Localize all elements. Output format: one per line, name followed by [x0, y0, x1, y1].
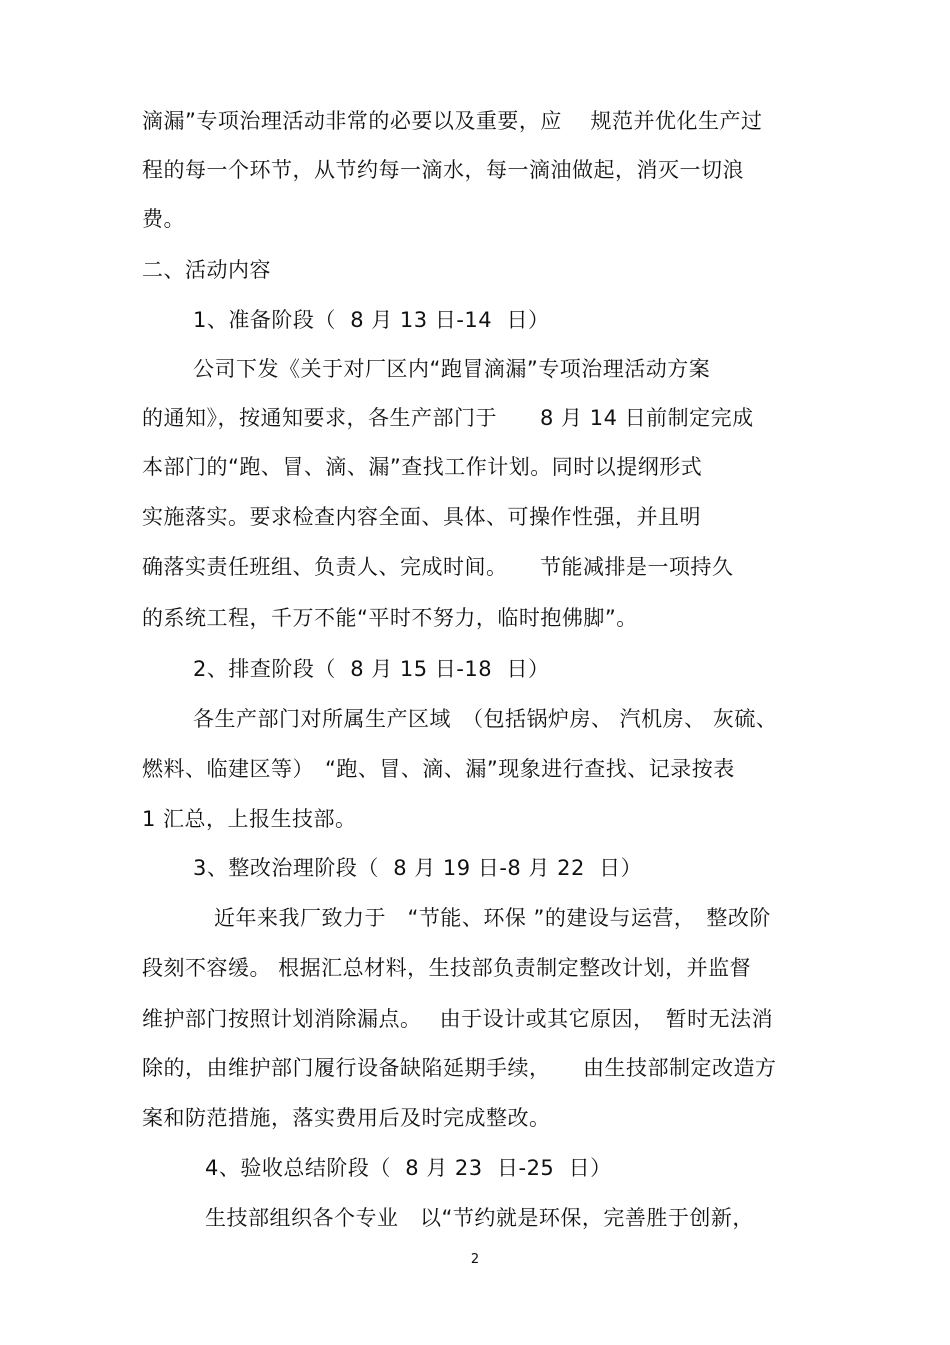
paragraph-line: 段刻不容缓。 根据汇总材料，生技部负责制定整改计划，并监督	[142, 956, 752, 980]
paragraph-line: 近年来我厂致力于 “节能、环保 ”的建设与运营， 整改阶	[214, 906, 771, 930]
paragraph-line: 费。	[142, 207, 185, 231]
paragraph-line: 滴漏”专项治理活动非常的必要以及重要，应 规范并优化生产过	[142, 109, 763, 133]
section-heading: 二、活动内容	[142, 258, 271, 282]
paragraph-line: 的通知》，按通知要求，各生产部门于 8 月 14 日前制定完成	[142, 406, 754, 430]
paragraph-line: 案和防范措施，落实费用后及时完成整改。	[142, 1106, 551, 1130]
paragraph-line: 维护部门按照计划消除漏点。 由于设计或其它原因， 暂时无法消	[142, 1007, 774, 1031]
stage-heading: 4、验收总结阶段（ 8 月 23 日-25 日）	[205, 1156, 612, 1180]
stage-heading: 1、准备阶段（ 8 月 13 日-14 日）	[193, 308, 550, 332]
stage-heading: 3、整改治理阶段（ 8 月 19 日-8 月 22 日）	[193, 856, 643, 880]
paragraph-line: 燃料、临建区等） “跑、冒、滴、漏”现象进行查找、记录按表	[142, 757, 735, 781]
paragraph-line: 1 汇总，上报生技部。	[142, 807, 357, 831]
paragraph-line: 各生产部门对所属生产区域 （包括锅炉房、 汽机房、 灰硫、	[193, 707, 778, 731]
paragraph-line: 的系统工程，千万不能“平时不努力，临时抱佛脚”。	[142, 606, 638, 630]
stage-heading: 2、排查阶段（ 8 月 15 日-18 日）	[193, 657, 550, 681]
paragraph-line: 本部门的“跑、冒、滴、漏”查找工作计划。同时以提纲形式	[142, 455, 703, 479]
paragraph-line: 程的每一个环节，从节约每一滴水，每一滴油做起，消灭一切浪	[142, 158, 744, 182]
page-number: 2	[470, 1252, 480, 1267]
paragraph-line: 实施落实。要求检查内容全面、具体、可操作性强，并且明	[142, 505, 701, 529]
paragraph-line: 公司下发《关于对厂区内“跑冒滴漏”专项治理活动方案	[193, 357, 711, 381]
paragraph-line: 确落实责任班组、负责人、完成时间。 节能减排是一项持久	[142, 555, 734, 579]
paragraph-line: 生技部组织各个专业 以“节约就是环保，完善胜于创新，	[205, 1206, 754, 1230]
paragraph-line: 除的，由维护部门履行设备缺陷延期手续， 由生技部制定改造方	[142, 1056, 777, 1080]
